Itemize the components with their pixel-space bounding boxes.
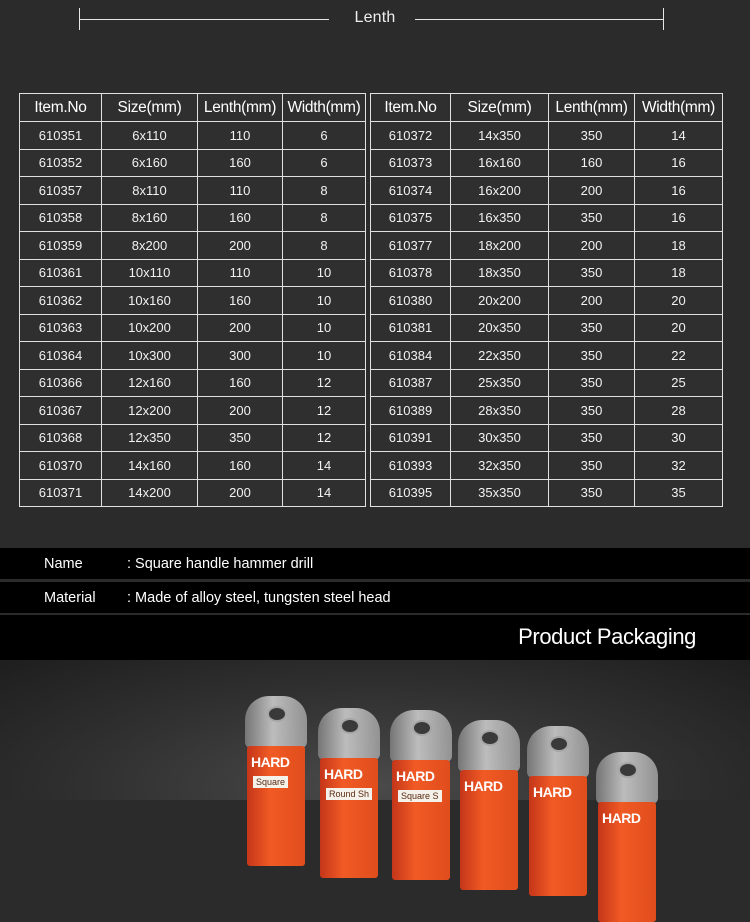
- column-header: Item.No: [371, 94, 451, 122]
- table-row: [371, 259, 723, 287]
- material-label: Material: [44, 590, 96, 606]
- tube-cap: [458, 720, 520, 772]
- tube-label: [392, 760, 450, 880]
- table-cell: 14: [283, 452, 366, 480]
- tube-label: [320, 758, 378, 878]
- table-cell: 350: [549, 342, 635, 370]
- table-row: [371, 369, 723, 397]
- table-row: [20, 232, 366, 260]
- hang-hole: [618, 762, 638, 778]
- table-cell: 610351: [20, 122, 102, 150]
- table-cell: 610393: [371, 452, 451, 480]
- table-cell: 160: [198, 287, 283, 315]
- packaging-photo: [0, 660, 750, 826]
- table-cell: 20x350: [451, 314, 549, 342]
- table-row: [371, 452, 723, 480]
- name-label: Name: [44, 556, 83, 572]
- table-cell: 610362: [20, 287, 102, 315]
- table-cell: 10x200: [102, 314, 198, 342]
- dimension-tick-right: [663, 8, 664, 30]
- table-cell: 160: [198, 204, 283, 232]
- hang-hole: [480, 730, 500, 746]
- table-cell: 200: [549, 287, 635, 315]
- brand-logo-text: HARD: [251, 754, 290, 770]
- table-header-row: [371, 94, 723, 122]
- table-cell: 16: [635, 149, 723, 177]
- table-cell: 110: [198, 122, 283, 150]
- table-cell: 610391: [371, 424, 451, 452]
- table-cell: 350: [549, 204, 635, 232]
- table-cell: 610363: [20, 314, 102, 342]
- table-cell: 610368: [20, 424, 102, 452]
- table-cell: 28: [635, 397, 723, 425]
- table-cell: 32x350: [451, 452, 549, 480]
- table-cell: 18x350: [451, 259, 549, 287]
- table-row: [371, 122, 723, 150]
- table-cell: 610373: [371, 149, 451, 177]
- table-row: [20, 122, 366, 150]
- column-header: Width(mm): [283, 94, 366, 122]
- table-cell: 16x200: [451, 177, 549, 205]
- column-header: Width(mm): [635, 94, 723, 122]
- table-cell: 14x160: [102, 452, 198, 480]
- table-cell: 6: [283, 122, 366, 150]
- table-cell: 12: [283, 369, 366, 397]
- table-cell: 20x200: [451, 287, 549, 315]
- table-cell: 14x350: [451, 122, 549, 150]
- table-row: [20, 314, 366, 342]
- material-info-bar: [0, 582, 750, 613]
- table-cell: 350: [549, 452, 635, 480]
- table-cell: 18: [635, 232, 723, 260]
- table-cell: 6: [283, 149, 366, 177]
- table-cell: 8x110: [102, 177, 198, 205]
- tube-label: [598, 802, 656, 922]
- tube-product-text: Round Sh: [326, 788, 372, 800]
- dimension-label: Lenth: [354, 9, 396, 26]
- table-cell: 610380: [371, 287, 451, 315]
- length-dimension-indicator: [0, 0, 750, 40]
- tube-cap: [318, 708, 380, 760]
- table-cell: 160: [198, 149, 283, 177]
- table-cell: 28x350: [451, 397, 549, 425]
- table-cell: 610371: [20, 479, 102, 507]
- table-cell: 610358: [20, 204, 102, 232]
- table-cell: 610377: [371, 232, 451, 260]
- table-cell: 14: [635, 122, 723, 150]
- table-row: [20, 287, 366, 315]
- table-cell: 610367: [20, 397, 102, 425]
- table-row: [20, 342, 366, 370]
- column-header: Size(mm): [451, 94, 549, 122]
- dimension-line-left: [79, 19, 329, 20]
- table-row: [371, 287, 723, 315]
- table-row: [371, 424, 723, 452]
- table-cell: 350: [549, 397, 635, 425]
- packaging-header-bar: [0, 615, 750, 660]
- table-cell: 160: [198, 452, 283, 480]
- table-row: [371, 342, 723, 370]
- name-value: : Square handle hammer drill: [127, 556, 314, 572]
- table-cell: 16: [635, 177, 723, 205]
- table-cell: 200: [549, 232, 635, 260]
- table-row: [20, 424, 366, 452]
- table-cell: 200: [198, 479, 283, 507]
- table-row: [371, 177, 723, 205]
- table-cell: 610352: [20, 149, 102, 177]
- table-cell: 10: [283, 287, 366, 315]
- table-cell: 12x350: [102, 424, 198, 452]
- table-cell: 610384: [371, 342, 451, 370]
- column-header: Lenth(mm): [198, 94, 283, 122]
- table-cell: 8: [283, 177, 366, 205]
- table-cell: 14x200: [102, 479, 198, 507]
- table-cell: 610364: [20, 342, 102, 370]
- table-cell: 160: [549, 149, 635, 177]
- tube-label: [529, 776, 587, 896]
- table-cell: 6x110: [102, 122, 198, 150]
- table-cell: 10x110: [102, 259, 198, 287]
- tube-cap: [596, 752, 658, 804]
- brand-logo-text: HARD: [533, 784, 572, 800]
- table-cell: 610395: [371, 479, 451, 507]
- table-cell: 6x160: [102, 149, 198, 177]
- table-row: [20, 177, 366, 205]
- table-cell: 610378: [371, 259, 451, 287]
- spec-table-right: [370, 93, 723, 507]
- table-cell: 18x200: [451, 232, 549, 260]
- table-row: [371, 149, 723, 177]
- hang-hole: [549, 736, 569, 752]
- table-row: [371, 479, 723, 507]
- table-cell: 610361: [20, 259, 102, 287]
- hang-hole: [340, 718, 360, 734]
- table-cell: 300: [198, 342, 283, 370]
- tube-product-text: Square S: [398, 790, 442, 802]
- table-cell: 610370: [20, 452, 102, 480]
- tube-label: [460, 770, 518, 890]
- table-cell: 610375: [371, 204, 451, 232]
- table-cell: 30x350: [451, 424, 549, 452]
- table-cell: 610387: [371, 369, 451, 397]
- table-cell: 200: [198, 232, 283, 260]
- table-cell: 610381: [371, 314, 451, 342]
- table-cell: 350: [549, 259, 635, 287]
- dimension-line-right: [415, 19, 664, 20]
- brand-logo-text: HARD: [602, 810, 641, 826]
- table-cell: 22: [635, 342, 723, 370]
- table-row: [20, 259, 366, 287]
- table-cell: 200: [198, 314, 283, 342]
- table-cell: 350: [549, 122, 635, 150]
- table-cell: 12: [283, 397, 366, 425]
- tube-cap: [245, 696, 307, 748]
- brand-logo-text: HARD: [396, 768, 435, 784]
- table-cell: 110: [198, 259, 283, 287]
- column-header: Lenth(mm): [549, 94, 635, 122]
- material-value: : Made of alloy steel, tungsten steel head: [127, 590, 391, 606]
- table-cell: 12x200: [102, 397, 198, 425]
- table-cell: 22x350: [451, 342, 549, 370]
- hang-hole: [412, 720, 432, 736]
- table-cell: 610372: [371, 122, 451, 150]
- tube-label: [247, 746, 305, 866]
- table-cell: 10: [283, 259, 366, 287]
- table-cell: 8x160: [102, 204, 198, 232]
- table-cell: 350: [549, 314, 635, 342]
- table-cell: 16: [635, 204, 723, 232]
- table-cell: 18: [635, 259, 723, 287]
- column-header: Item.No: [20, 94, 102, 122]
- table-row: [371, 232, 723, 260]
- column-header: Size(mm): [102, 94, 198, 122]
- table-cell: 12: [283, 424, 366, 452]
- table-cell: 8: [283, 232, 366, 260]
- table-cell: 35: [635, 479, 723, 507]
- table-cell: 610374: [371, 177, 451, 205]
- table-cell: 10: [283, 314, 366, 342]
- table-cell: 350: [549, 424, 635, 452]
- hang-hole: [267, 706, 287, 722]
- table-row: [20, 397, 366, 425]
- table-cell: 8x200: [102, 232, 198, 260]
- table-cell: 610366: [20, 369, 102, 397]
- table-cell: 30: [635, 424, 723, 452]
- table-cell: 16x350: [451, 204, 549, 232]
- packaging-title: Product Packaging: [518, 624, 696, 649]
- table-cell: 32: [635, 452, 723, 480]
- table-cell: 200: [198, 397, 283, 425]
- table-cell: 160: [198, 369, 283, 397]
- table-cell: 350: [549, 479, 635, 507]
- table-cell: 16x160: [451, 149, 549, 177]
- table-row: [20, 369, 366, 397]
- table-row: [20, 149, 366, 177]
- table-cell: 10: [283, 342, 366, 370]
- table-cell: 20: [635, 314, 723, 342]
- table-cell: 350: [549, 369, 635, 397]
- table-cell: 350: [198, 424, 283, 452]
- name-info-bar: [0, 548, 750, 579]
- table-row: [371, 204, 723, 232]
- spec-table-left: [19, 93, 366, 507]
- table-cell: 25: [635, 369, 723, 397]
- table-cell: 8: [283, 204, 366, 232]
- table-row: [20, 204, 366, 232]
- table-cell: 610389: [371, 397, 451, 425]
- table-cell: 110: [198, 177, 283, 205]
- table-cell: 14: [283, 479, 366, 507]
- tube-cap: [527, 726, 589, 778]
- brand-logo-text: HARD: [324, 766, 363, 782]
- tube-cap: [390, 710, 452, 762]
- table-cell: 610357: [20, 177, 102, 205]
- table-cell: 20: [635, 287, 723, 315]
- tube-product-text: Square: [253, 776, 288, 788]
- table-cell: 10x300: [102, 342, 198, 370]
- table-cell: 12x160: [102, 369, 198, 397]
- table-cell: 610359: [20, 232, 102, 260]
- table-cell: 10x160: [102, 287, 198, 315]
- table-row: [20, 452, 366, 480]
- table-row: [20, 479, 366, 507]
- table-row: [371, 314, 723, 342]
- table-cell: 35x350: [451, 479, 549, 507]
- table-header-row: [20, 94, 366, 122]
- table-cell: 25x350: [451, 369, 549, 397]
- table-row: [371, 397, 723, 425]
- table-cell: 200: [549, 177, 635, 205]
- brand-logo-text: HARD: [464, 778, 503, 794]
